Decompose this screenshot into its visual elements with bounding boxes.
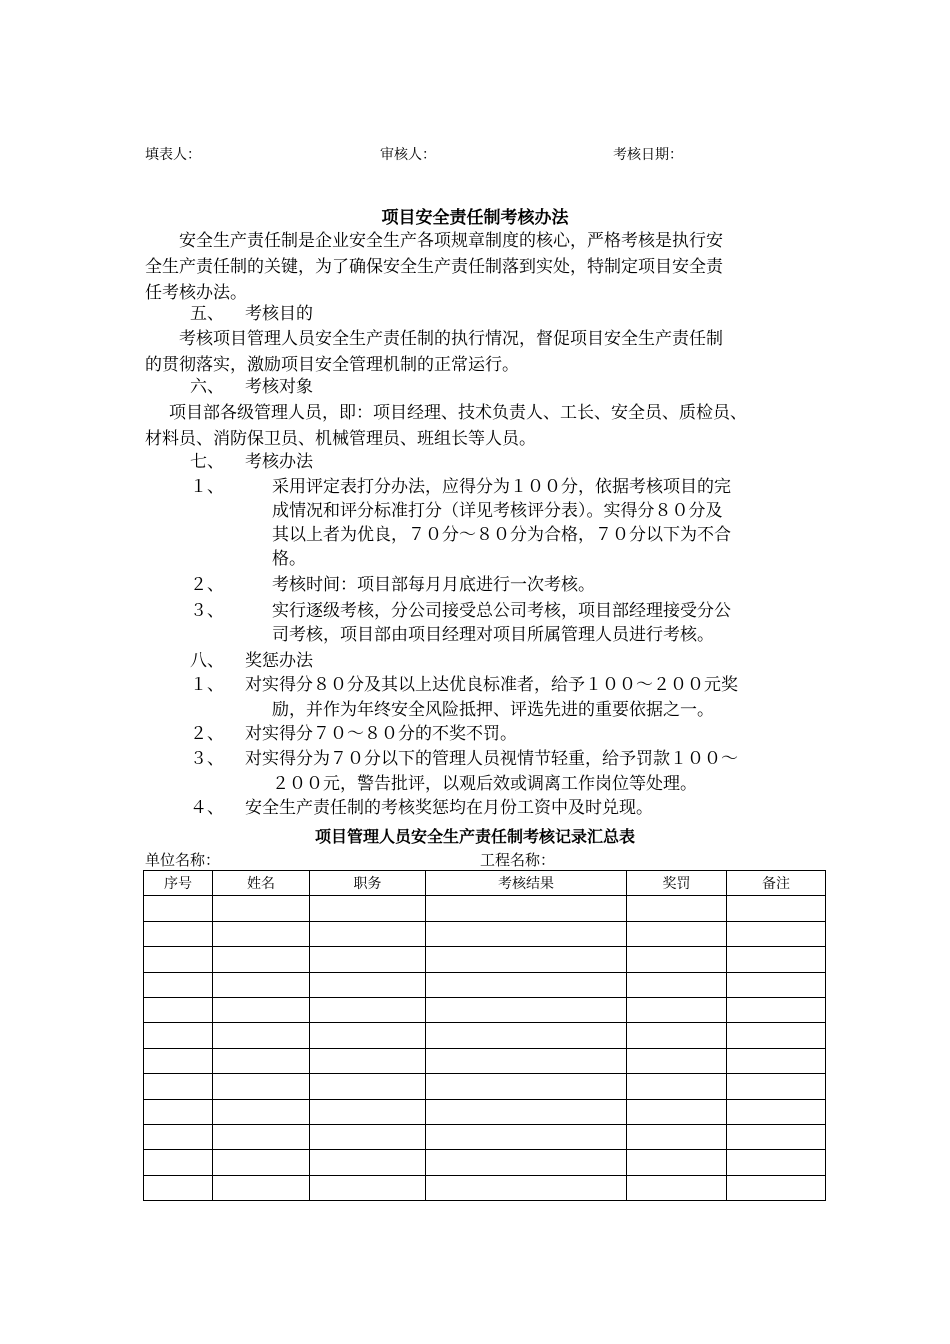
col-header-result: 考核结果 — [426, 871, 627, 896]
body-line: 的贯彻落实，激励项目安全管理机制的正常运行。 — [145, 355, 519, 375]
section-6-number: 六、 — [190, 377, 224, 397]
table-cell — [213, 1175, 310, 1200]
assessment-date-label: 考核日期： — [613, 147, 683, 163]
table-cell — [310, 1124, 426, 1149]
table-cell — [627, 997, 727, 1022]
summary-table — [143, 870, 826, 1201]
table-cell — [727, 1074, 826, 1099]
table-cell — [627, 1150, 727, 1175]
table-cell — [310, 921, 426, 946]
table-cell — [310, 1175, 426, 1200]
table-cell — [426, 972, 627, 997]
section-6-heading: 考核对象 — [245, 377, 313, 397]
table-cell — [213, 947, 310, 972]
section-5-body — [145, 326, 815, 378]
table-cell — [144, 1175, 213, 1200]
table-cell — [727, 1048, 826, 1073]
sec7-item-1-line: 采用评定表打分办法，应得分为１００分，依据考核项目的完 — [272, 477, 731, 497]
table-cell — [144, 921, 213, 946]
sec8-item-3-line: 对实得分为７０分以下的管理人员视情节轻重，给予罚款１００～ — [245, 749, 738, 769]
sec8-item-2-line: 对实得分７０～８０分的不奖不罚。 — [245, 724, 517, 744]
table-cell — [627, 1124, 727, 1149]
table-row — [144, 947, 826, 972]
table-cell — [426, 921, 627, 946]
table-cell — [426, 1175, 627, 1200]
col-header-serial: 序号 — [144, 871, 213, 896]
table-cell — [727, 1175, 826, 1200]
sec7-item-1-number: １、 — [190, 477, 224, 497]
table-cell — [310, 997, 426, 1022]
document-title: 项目安全责任制考核办法 — [381, 208, 569, 228]
table-cell — [144, 1124, 213, 1149]
table-cell — [727, 1023, 826, 1048]
table-cell — [213, 1150, 310, 1175]
intro-paragraph — [145, 228, 815, 306]
sec7-item-1-line: 格。 — [272, 549, 306, 569]
table-cell — [310, 947, 426, 972]
table-cell — [727, 921, 826, 946]
table-cell — [144, 997, 213, 1022]
section-8-heading: 奖惩办法 — [245, 651, 313, 671]
table-cell — [627, 896, 727, 921]
intro-line: 全生产责任制的关键，为了确保安全生产责任制落到实处，特制定项目安全责 — [145, 257, 723, 277]
table-cell — [310, 1074, 426, 1099]
sec7-item-3-number: ３、 — [190, 601, 224, 621]
table-cell — [426, 947, 627, 972]
sec7-item-1-line: 成情况和评分标准打分（详见考核评分表）。实得分８０分及 — [272, 501, 723, 521]
table-cell — [727, 896, 826, 921]
body-line: 考核项目管理人员安全生产责任制的执行情况，督促项目安全生产责任制 — [179, 329, 723, 349]
table-cell — [213, 921, 310, 946]
table-cell — [310, 896, 426, 921]
table-cell — [144, 896, 213, 921]
table-cell — [213, 896, 310, 921]
table-cell — [144, 1099, 213, 1124]
body-line: 项目部各级管理人员，即：项目经理、技术负责人、工长、安全员、质检员、 — [169, 403, 747, 423]
col-header-remarks: 备注 — [727, 871, 826, 896]
table-cell — [213, 1099, 310, 1124]
unit-name-label: 单位名称： — [145, 851, 221, 869]
table-cell — [627, 1074, 727, 1099]
table-cell — [426, 1048, 627, 1073]
table-cell — [426, 1074, 627, 1099]
sec8-item-1-number: １、 — [190, 675, 224, 695]
table-cell — [426, 1099, 627, 1124]
sec8-item-4-number: ４、 — [190, 798, 224, 818]
table-row — [144, 972, 826, 997]
table-cell — [213, 1023, 310, 1048]
sec7-item-3-line: 实行逐级考核，分公司接受总公司考核，项目部经理接受分公 — [272, 601, 731, 621]
table-row — [144, 1023, 826, 1048]
table-cell — [627, 1023, 727, 1048]
sec8-item-1-line: 励，并作为年终安全风险抵押、评选先进的重要依据之一。 — [272, 700, 714, 720]
table-cell — [213, 1048, 310, 1073]
section-8-number: 八、 — [190, 651, 224, 671]
table-cell — [213, 997, 310, 1022]
col-header-position: 职务 — [310, 871, 426, 896]
table-row — [144, 1099, 826, 1124]
sec7-item-1-line: 其以上者为优良，７０分～８０分为合格，７０分以下为不合 — [272, 525, 731, 545]
sec8-item-4-line: 安全生产责任制的考核奖惩均在月份工资中及时兑现。 — [245, 798, 653, 818]
table-cell — [627, 921, 727, 946]
table-cell — [426, 1023, 627, 1048]
intro-line: 安全生产责任制是企业安全生产各项规章制度的核心，严格考核是执行安 — [179, 231, 723, 251]
sec8-item-2-number: ２、 — [190, 724, 224, 744]
table-cell — [426, 1124, 627, 1149]
section-7-heading: 考核办法 — [245, 452, 313, 472]
table-cell — [727, 1099, 826, 1124]
sec8-item-3-number: ３、 — [190, 749, 224, 769]
table-cell — [310, 1150, 426, 1175]
table-row — [144, 1150, 826, 1175]
table-cell — [426, 1150, 627, 1175]
table-row — [144, 921, 826, 946]
table-cell — [144, 972, 213, 997]
intro-line: 任考核办法。 — [145, 283, 247, 303]
table-cell — [310, 972, 426, 997]
table-cell — [426, 896, 627, 921]
section-6-body — [145, 400, 825, 452]
sec7-item-2-line: 考核时间：项目部每月月底进行一次考核。 — [272, 575, 595, 595]
table-row — [144, 1048, 826, 1073]
table-cell — [310, 1023, 426, 1048]
table-cell — [727, 947, 826, 972]
table-cell — [627, 1099, 727, 1124]
table-cell — [310, 1048, 426, 1073]
table-cell — [144, 1150, 213, 1175]
filler-label: 填表人： — [145, 147, 201, 163]
section-5-number: 五、 — [190, 304, 224, 324]
table-cell — [213, 1124, 310, 1149]
table-cell — [627, 947, 727, 972]
sec8-item-1-line: 对实得分８０分及其以上达优良标准者，给予１００～２００元奖 — [245, 675, 738, 695]
section-7-number: 七、 — [190, 452, 224, 472]
table-cell — [727, 1150, 826, 1175]
table-cell — [727, 997, 826, 1022]
table-cell — [727, 972, 826, 997]
sec7-item-3-line: 司考核，项目部由项目经理对项目所属管理人员进行考核。 — [272, 625, 714, 645]
table-cell — [627, 1048, 727, 1073]
sec7-item-2-number: ２、 — [190, 575, 224, 595]
table-cell — [144, 1074, 213, 1099]
summary-table-title: 项目管理人员安全生产责任制考核记录汇总表 — [314, 827, 635, 846]
col-header-reward-penalty: 奖罚 — [627, 871, 727, 896]
project-name-label: 工程名称： — [480, 851, 556, 869]
col-header-name: 姓名 — [213, 871, 310, 896]
table-row — [144, 896, 826, 921]
table-cell — [213, 1074, 310, 1099]
table-row — [144, 1175, 826, 1200]
table-header-row — [144, 871, 826, 896]
sec8-item-3-line: ２００元，警告批评，以观后效或调离工作岗位等处理。 — [272, 774, 697, 794]
body-line: 材料员、消防保卫员、机械管理员、班组长等人员。 — [145, 429, 536, 449]
table-cell — [310, 1099, 426, 1124]
table-cell — [627, 972, 727, 997]
table-row — [144, 997, 826, 1022]
table-cell — [213, 972, 310, 997]
table-row — [144, 1074, 826, 1099]
section-5-heading: 考核目的 — [245, 304, 313, 324]
table-row — [144, 1124, 826, 1149]
table-cell — [144, 1023, 213, 1048]
table-cell — [426, 997, 627, 1022]
reviewer-label: 审核人： — [380, 147, 436, 163]
table-cell — [144, 947, 213, 972]
table-cell — [727, 1124, 826, 1149]
table-cell — [627, 1175, 727, 1200]
table-cell — [144, 1048, 213, 1073]
